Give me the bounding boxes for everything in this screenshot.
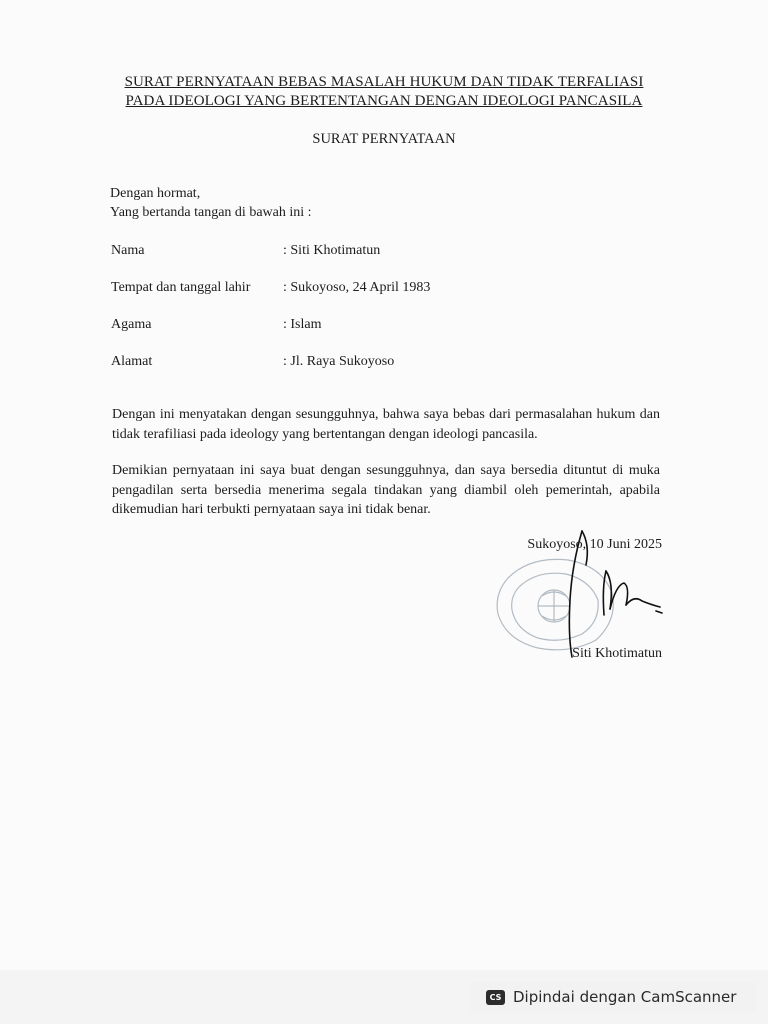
field-value-agama: : Islam: [283, 317, 322, 332]
document-title-line-1: SURAT PERNYATAAN BEBAS MASALAH HUKUM DAN TIDAK TERFALIASI: [124, 74, 644, 90]
field-label-alamat: Alamat: [111, 354, 153, 369]
intro-text: Yang bertanda tangan di bawah ini :: [110, 205, 312, 220]
statement-paragraph: Dengan ini menyatakan dengan sesungguhnya, bahwa saya bebas dari permasalahan hukum dan tidak terafiliasi pada ideology yang bertentangan dengan ideologi pancasila.: [112, 407, 660, 442]
place-date: Sukoyoso, 10 Juni 2025: [527, 537, 662, 552]
document-subtitle: SURAT PERNYATAAN: [312, 131, 456, 147]
closing-paragraph: Demikian pernyataan ini saya buat dengan sesungguhnya, dan saya bersedia dituntut di muka pengadilan serta bersedia menerima segala tindakan yang diambil oleh pemerintah, apabila dikemudian hari terbukti pernyataan saya ini tidak benar.: [112, 463, 660, 517]
field-label-agama: Agama: [111, 317, 152, 332]
camscanner-logo-icon: CS: [486, 990, 505, 1005]
document-title-line-2: PADA IDEOLOGI YANG BERTENTANGAN DENGAN IDEOLOGI PANCASILA: [125, 93, 643, 109]
greeting: Dengan hormat,: [110, 186, 201, 201]
field-value-nama: : Siti Khotimatun: [283, 243, 381, 258]
scanner-watermark: [470, 982, 756, 1012]
field-label-nama: Nama: [111, 243, 145, 258]
field-label-ttl: Tempat dan tanggal lahir: [111, 280, 251, 295]
scanner-watermark-text: Dipindai dengan CamScanner: [513, 988, 737, 1006]
signature-icon: [560, 525, 670, 665]
field-value-ttl: : Sukoyoso, 24 April 1983: [283, 280, 431, 295]
field-value-alamat: : Jl. Raya Sukoyoso: [283, 354, 395, 369]
signer-name: Siti Khotimatun: [572, 646, 662, 661]
